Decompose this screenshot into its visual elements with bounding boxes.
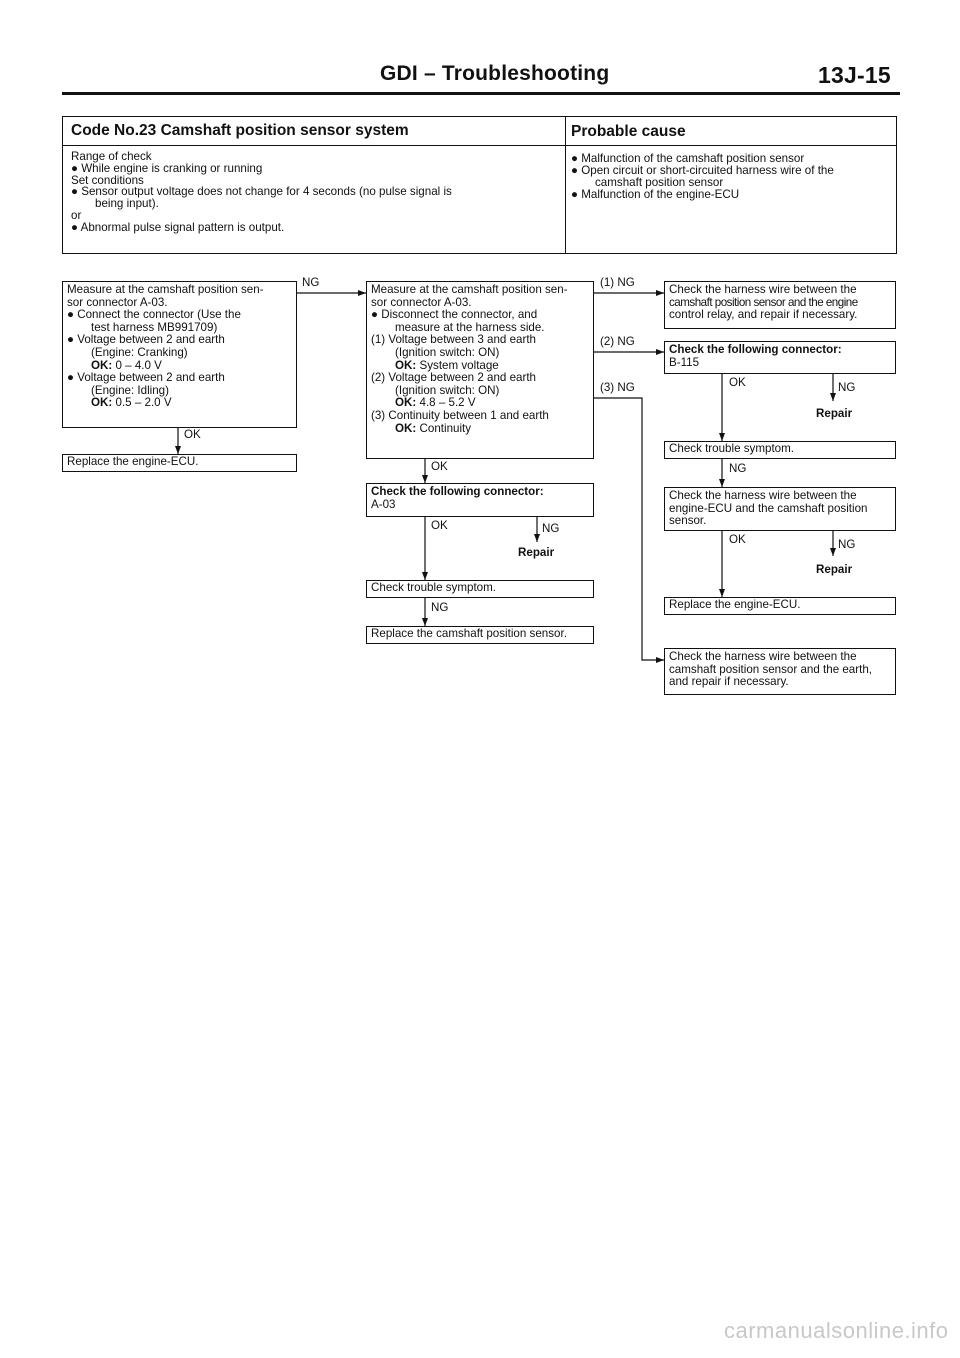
trouble2-ng-label: NG xyxy=(729,462,747,475)
probable-cause-title: Probable cause xyxy=(571,123,686,140)
measure1-line: (Engine: Idling) xyxy=(91,383,169,397)
measure2-ok-label: OK xyxy=(431,460,448,473)
check-connector-a03-box xyxy=(366,483,594,517)
harness-ecu-line: engine-ECU and the camshaft position xyxy=(669,501,868,515)
harness-ecu-line: sensor. xyxy=(669,514,707,528)
watermark: carmanualsonline.info xyxy=(724,1318,949,1343)
check-b115-line: B-115 xyxy=(669,355,700,369)
check-b115-line: Check the following connector: xyxy=(669,343,842,356)
measure2-line: (Ignition switch: ON) xyxy=(395,383,500,397)
harness-ecu-ng-label: NG xyxy=(838,538,856,551)
harness-ecu-ok-label: OK xyxy=(729,533,746,546)
page-number: 13J-15 xyxy=(818,62,891,88)
range-line: ● Abnormal pulse signal pattern is output. xyxy=(71,220,285,234)
trouble1-ng-label: NG xyxy=(431,601,449,614)
cause-line: camshaft position sensor xyxy=(595,176,724,189)
measure1-line: ● Connect the connector (Use the xyxy=(67,308,241,322)
measure-disconnected-box xyxy=(366,281,594,459)
measure1-line: (Engine: Cranking) xyxy=(91,345,188,359)
replace-sensor-box xyxy=(366,626,594,644)
measure2-line: ● Disconnect the connector, and xyxy=(371,308,538,322)
replace-ecu-text: Replace the engine-ECU. xyxy=(669,598,801,611)
check-a03-line: Check the following connector: xyxy=(371,485,544,498)
measure1-line: ● Voltage between 2 and earth xyxy=(67,371,225,385)
ok-label: OK: xyxy=(91,358,113,372)
check-trouble-box-2 xyxy=(664,441,896,459)
cause-line: ● Malfunction of the camshaft position sensor xyxy=(571,152,805,165)
harness-ecu-box xyxy=(664,487,896,531)
range-line: being input). xyxy=(95,197,159,211)
replace-ecu-text: Replace the engine-ECU. xyxy=(67,455,199,468)
measure2-ng1-label: (1) NG xyxy=(600,276,635,289)
check-a03-line: A-03 xyxy=(371,497,396,511)
measure1-ng-label: NG xyxy=(302,276,320,289)
replace-ecu-box-1 xyxy=(62,454,297,472)
check-trouble-text: Check trouble symptom. xyxy=(371,581,497,594)
harness-earth-box xyxy=(664,648,896,695)
measure2-line: measure at the harness side. xyxy=(395,320,545,334)
a03-ng-label: NG xyxy=(542,522,560,535)
measure2-line: sor connector A-03. xyxy=(371,295,472,309)
harness-ecu-line: Check the harness wire between the xyxy=(669,489,857,502)
harness-earth-line: Check the harness wire between the xyxy=(669,650,857,663)
replace-sensor-text: Replace the camshaft position sensor. xyxy=(371,627,567,640)
measure2-ok-line xyxy=(371,423,589,436)
arrow-measure2-ng3 xyxy=(594,398,664,660)
ok-value: 0.5 – 2.0 V xyxy=(115,396,172,410)
measure1-ok-line xyxy=(67,397,292,410)
ok-value: Continuity xyxy=(419,421,472,435)
cause-line: ● Open circuit or short-circuited harness wire of the xyxy=(571,164,834,177)
ok-value: 0 – 4.0 V xyxy=(115,358,162,372)
measure1-line: sor connector A-03. xyxy=(67,295,168,309)
b115-repair-label: Repair xyxy=(816,407,853,420)
harness-relay-line: control relay, and repair if necessary. xyxy=(669,308,858,322)
ok-value: System voltage xyxy=(419,358,499,372)
a03-repair-label: Repair xyxy=(518,546,555,559)
harness-earth-line: camshaft position sensor and the earth, xyxy=(669,662,873,676)
measure2-line: (1) Voltage between 3 and earth xyxy=(371,333,537,347)
check-trouble-text: Check trouble symptom. xyxy=(669,442,795,455)
range-line: Set conditions xyxy=(71,173,144,187)
ok-label: OK: xyxy=(395,396,417,410)
measure1-line: Measure at the camshaft position sen- xyxy=(67,283,264,296)
measure2-ng2-label: (2) NG xyxy=(600,335,635,348)
measure1-line: ● Voltage between 2 and earth xyxy=(67,333,225,347)
range-line: or xyxy=(71,208,82,222)
cause-line: ● Malfunction of the engine-ECU xyxy=(571,188,740,201)
harness-earth-line: and repair if necessary. xyxy=(669,675,789,689)
ok-label: OK: xyxy=(395,421,417,435)
range-line: Range of check xyxy=(71,150,152,163)
b115-ok-label: OK xyxy=(729,376,746,389)
b115-ng-label: NG xyxy=(838,381,856,394)
range-line: ● While engine is cranking or running xyxy=(71,161,263,175)
ok-label: OK: xyxy=(395,358,417,372)
measure2-line: (3) Continuity between 1 and earth xyxy=(371,408,549,422)
ok-label: OK: xyxy=(91,396,113,410)
page-title: GDI – Troubleshooting xyxy=(380,62,610,85)
harness-relay-line: Check the harness wire between the xyxy=(669,283,857,296)
check-trouble-box-1 xyxy=(366,580,594,598)
replace-ecu-box-2 xyxy=(664,597,896,615)
harness-relay-line: camshaft position sensor and the engine xyxy=(669,295,858,309)
ok-value: 4.8 – 5.2 V xyxy=(419,396,476,410)
measure2-line: (Ignition switch: ON) xyxy=(395,345,500,359)
a03-ok-label: OK xyxy=(431,519,448,532)
measure1-line: test harness MB991709) xyxy=(91,320,218,334)
measure2-line: Measure at the camshaft position sen- xyxy=(371,283,568,296)
range-line: ● Sensor output voltage does not change for 4 seconds (no pulse signal is xyxy=(71,185,452,199)
measure2-line: (2) Voltage between 2 and earth xyxy=(371,371,537,385)
check-connector-b115-box xyxy=(664,341,896,374)
harness-relay-box xyxy=(664,281,896,329)
harness-ecu-repair-label: Repair xyxy=(816,563,853,576)
code-title: Code No.23 Camshaft position sensor system xyxy=(71,122,409,139)
measure2-ng3-label: (3) NG xyxy=(600,381,635,394)
measure1-ok-label: OK xyxy=(184,428,201,441)
measure-connected-box xyxy=(62,281,297,428)
